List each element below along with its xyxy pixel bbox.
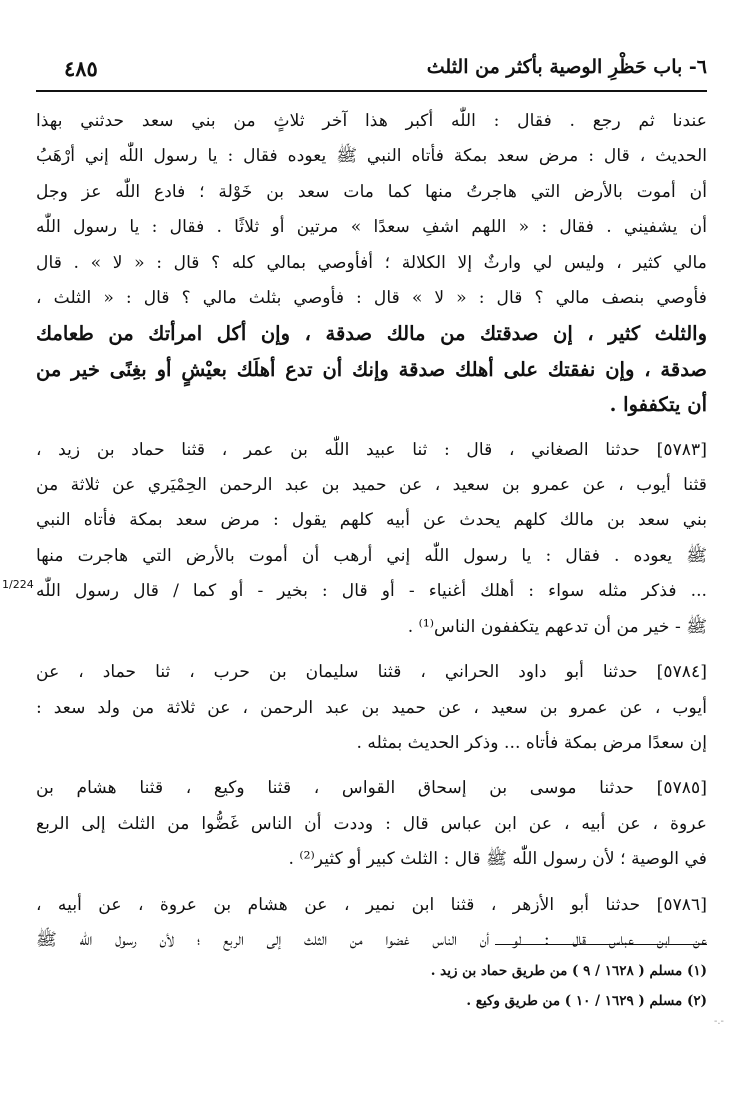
footnotes [36,956,707,1016]
text-line: ﷺ - خير من أن تدعهم يتكففون الناس⁽¹⁾ . [407,616,707,637]
text-line: مالي كثير ، وليس لي وارثٌ إلا الكلالة ؛ أفأوصي بمالي كله ؟ قال : « لا » . قال [36,252,707,273]
margin-note: 1/224 [2,578,34,591]
text-line: ﷺ يعوده . فقال : يا رسول اللّٰه إني أرهب أن أموت بالأرض التي هاجرت منها [36,545,707,566]
text-line: الحديث ، قال : مرض سعد بمكة فأتاه النبي ﷺ يعوده فقال : يا رسول اللّٰه إني أرْهَبُ [36,146,707,167]
text-line: ... فذكر مثله سواء : أهلك أغنياء - أو قال : بخير - أو كما / قال رسول اللّٰه [36,581,707,602]
page-header [64,52,707,88]
chapter-title: ٦- باب حَظْرِ الوصية بأكثر من الثلث [426,56,707,78]
text-line: أن يشفيني . فقال : « اللهم اشفِ سعدًا » مرتين أو ثلاثًا . فقال : يا رسول اللّٰه [36,217,707,238]
hadith-5783-line: [٥٧٨٣] حدثنا الصغاني ، قال : ثنا عبيد اللّٰه بن عمر ، قثنا حماد بن زيد ، [36,439,707,460]
hadith-5786-line: [٥٧٨٦] حدثنا أبو الأزهر ، قثنا ابن نمير ، عن هشام بن عروة ، عن أبيه ، [36,894,707,915]
text-line: عروة ، عن أبيه ، عن ابن عباس قال : وددت أن الناس غَضُّوا من الثلث إلى الربع [36,813,707,834]
header-rule [36,90,707,92]
text-line-bold: والثلث كثير ، إن صدقتك من مالك صدقة ، وإن أكل امرأتك من طعامك [36,322,707,346]
text-line: أيوب ، عن عمرو بن سعيد ، عن حميد بن عبد الرحمن ، عن ثلاثة من ولد سعد : [36,697,707,718]
page-number: ٤٨٥ [64,56,98,81]
text-line-bold: صدقة ، وإن نفقتك على أهلك صدقة وإنك أن تدع أهلَك بعيْشٍ أو بغِنًى خير من [36,357,707,381]
text-line: قثنا أيوب ، عن عمرو بن سعيد ، عن حميد بن عبد الرحمن الحِمْيَري عن ثلاثة من [36,475,707,496]
body-text [36,104,707,958]
hadith-5784-line: [٥٧٨٤] حدثنا أبو داود الحراني ، قثنا سليمان بن حرب ، ثنا حماد ، عن [36,662,707,683]
text-line: أن أموت بالأرض التي هاجرتُ منها كما مات سعد بن خَوْلة ؛ فادع اللّٰه عز وجل [36,181,707,202]
text-line: عندنا ثم رجع . فقال : اللّٰه أكبر هذا آخر ثلاثٍ من بني سعد حدثني بهذا [36,111,707,131]
text-line: بني سعد بن مالك كلهم يحدث عن أبيه كلهم يقول : مرض سعد بمكة فأتاه النبي [36,510,707,531]
text-line-bold: أن يتكففوا . [609,393,707,417]
footnote-rule [495,944,707,945]
text-line: في الوصية ؛ لأن رسول اللّٰه ﷺ قال : الثلث كبير أو كثير⁽²⁾ . [288,849,707,870]
corner-mark: -.- [714,1016,724,1027]
footnote-1: (١) مسلم ( ١٦٢٨ / ٩ ) من طريق حماد بن زيد . [430,963,707,979]
text-line: عن ابن عباس قال : لو أن الناس غضوا من الثلث إلى الربع ؛ لأن رسول اللّٰه ﷺ [36,929,707,950]
text-line: فأوصي بنصف مالي ؟ قال : « لا » قال : فأوصي بثلث مالي ؟ قال : « الثلث ، [36,288,707,309]
footnote-2: (٢) مسلم ( ١٦٢٩ / ١٠ ) من طريق وكيع . [466,993,707,1009]
hadith-5785-line: [٥٧٨٥] حدثنا موسى بن إسحاق القواس ، قثنا وكيع ، قثنا هشام بن [36,778,707,799]
text-line: إن سعدًا مرض بمكة فأتاه ... وذكر الحديث بمثله . [356,732,707,753]
